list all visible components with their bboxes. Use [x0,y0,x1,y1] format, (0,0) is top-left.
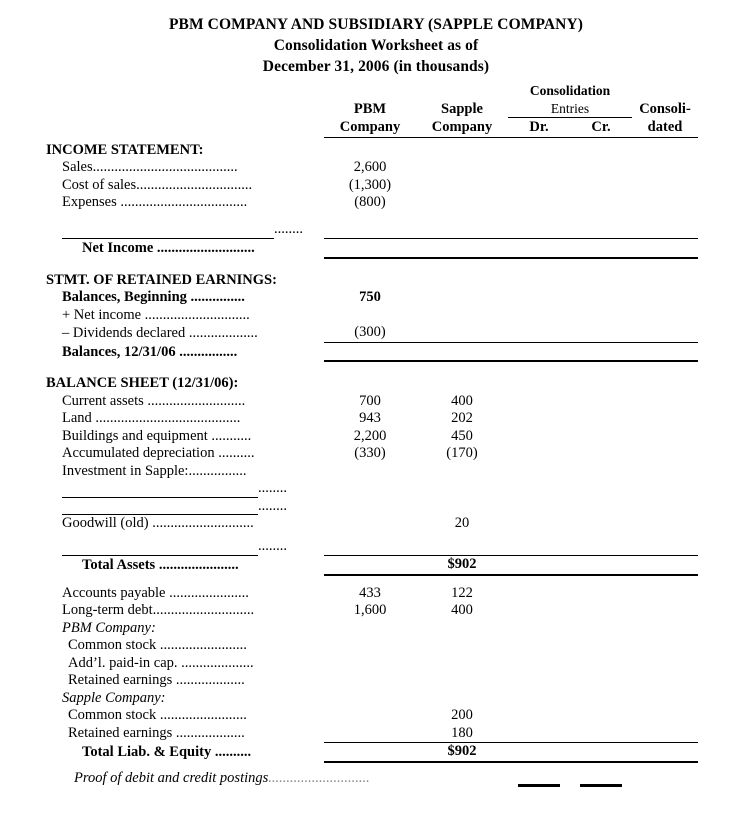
row-label-pbm-common-stock: Common stock ........................ [68,637,247,653]
cell-sapple-expenses [416,194,508,212]
cell-dr-land[interactable] [508,410,570,428]
cell-sapple-dividends-declared [416,324,508,342]
table-row [46,159,698,177]
income-statement-heading: INCOME STATEMENT: [46,141,204,158]
cell-consolidated-writein-3[interactable] [632,538,698,556]
cell-consolidated-total-assets[interactable] [632,556,698,575]
dot-leader: ................ [188,462,247,479]
dot-leader: ........................................ [91,410,241,426]
cell-sapple-common-stock: 200 [451,707,473,723]
cell-cr-pbm-paid-in-capital[interactable] [570,655,632,673]
section-heading-income-statement [46,137,698,159]
table-row [46,289,698,307]
row-label-balances-beginning: Balances, Beginning ............... [62,289,245,305]
cell-consolidated-sapple-common-stock[interactable] [632,707,698,725]
cell-consolidated-accounts-payable[interactable] [632,585,698,603]
cell-pbm-sapple-retained-earnings[interactable] [324,725,416,743]
cell-dr-long-term-debt[interactable] [508,602,570,620]
cell-cr-net-income-add[interactable] [570,307,632,325]
dot-leader: ................... [185,324,258,341]
cell-dr-expenses[interactable] [508,194,570,212]
cell-dr-writein-1[interactable] [508,480,570,498]
cell-consolidated-total-liabilities-equity[interactable] [632,743,698,762]
row-label-sapple-retained-earnings: Retained earnings ................... [68,725,245,741]
cell-sapple-total-assets: $902 [416,556,508,575]
subheading-pbm-company [46,620,698,638]
cell-pbm-sales: 2,600 [353,159,387,175]
table-row [46,177,698,195]
cell-sapple-retained-earnings: 180 [416,725,508,743]
writein-line-3[interactable]: ........ [46,538,324,556]
cell-consolidated-writein-1[interactable] [632,480,698,498]
cell-sapple-net-income-add[interactable] [416,307,508,325]
writein-line-1[interactable]: ........ [46,480,324,498]
cell-dr-net-income-add[interactable] [508,307,570,325]
table-row [46,637,698,655]
cell-sapple-writein-3[interactable] [416,538,508,556]
cell-consolidated-net-income-add[interactable] [632,307,698,325]
table-row [46,324,698,342]
subtotal-rule-row-income [46,221,698,239]
cell-cr-balances-ending[interactable] [570,342,632,361]
column-header-cr: Cr. [570,118,632,138]
column-header-pbm-top: PBM [353,100,387,117]
cell-pbm-writein-2[interactable] [324,498,416,516]
dot-leader: ........................... [153,240,255,256]
dot-leader: ............................ [152,602,255,618]
cell-pbm-cost-of-sales: (1,300) [348,176,392,193]
cell-pbm-current-assets: 700 [359,392,381,409]
header-spacer-sapple [416,81,508,99]
dot-leader: ........................................ [92,159,238,175]
column-header-consolidated-bottom: dated [632,118,698,138]
cell-sapple-writein-1[interactable] [416,480,508,498]
column-header-dr: Dr. [508,118,570,138]
proof-underline-cr [580,776,622,787]
cell-sapple-balances-beginning [416,289,508,307]
cell-cr-long-term-debt[interactable] [570,602,632,620]
cell-sapple-writein-2[interactable] [416,498,508,516]
subtotal-rule-row-assets[interactable] [46,538,698,556]
cell-pbm-net-income-add[interactable] [324,307,416,325]
rule-sapple-income [416,221,508,239]
rule-consolidated-income [632,221,698,239]
row-label-investment-in-sapple: Investment in Sapple:................ [62,462,247,479]
cell-cr-balances-beginning[interactable] [570,289,632,307]
cell-sapple-total-liabilities-equity: $902 [416,743,508,762]
dot-leader: .................... [177,654,254,671]
cell-cr-net-income[interactable] [570,239,632,258]
cell-sapple-current-assets: 400 [451,392,473,409]
cell-pbm-accumulated-depreciation: (330) [354,445,386,461]
cell-consolidated-long-term-debt[interactable] [632,602,698,620]
cell-pbm-dividends-declared: (300) [324,324,416,342]
cell-sapple-long-term-debt: 400 [451,602,473,618]
rule-dr-income [508,221,570,239]
proof-underline-dr [518,776,560,787]
cell-cr-total-assets[interactable] [570,556,632,575]
proof-mark-cr[interactable] [570,762,632,788]
dot-leader: .......... [214,445,255,461]
table-row [46,672,698,690]
column-header-consolidated-top: Consoli- [639,100,691,117]
cell-dr-dividends-declared[interactable] [508,324,570,342]
cell-dr-balances-beginning[interactable] [508,289,570,307]
cell-dr-pbm-paid-in-capital[interactable] [508,655,570,673]
cell-pbm-goodwill-old [324,515,416,533]
cell-sapple-land: 202 [451,410,473,426]
rule-cr-income [570,221,632,239]
cell-pbm-sapple-common-stock[interactable] [324,707,416,725]
row-label-net-income: Net Income ........................... [82,240,255,256]
title-line-1: PBM COMPANY AND SUBSIDIARY (SAPPLE COMPANY) [168,16,584,33]
header-label-blank-2 [46,118,324,138]
section-heading-balance-sheet [46,371,698,393]
cell-consolidated-sapple-retained-earnings[interactable] [632,725,698,743]
header-row-bottom [46,118,698,138]
cell-dr-pbm-common-stock[interactable] [508,637,570,655]
sapple-company-subheading: Sapple Company: [62,689,166,706]
retained-earnings-heading: STMT. OF RETAINED EARNINGS: [46,271,277,288]
cell-consolidated-expenses[interactable] [632,194,698,212]
table-row [46,602,698,620]
cell-sapple-pbm-retained-earnings[interactable] [416,672,508,690]
cell-dr-pbm-retained-earnings[interactable] [508,672,570,690]
cell-cr-sapple-common-stock[interactable] [570,707,632,725]
dot-leader: ................ [175,343,238,360]
row-label-goodwill-old: Goodwill (old) ............................ [62,515,254,531]
cell-pbm-balances-ending[interactable] [324,342,416,361]
row-label-current-assets: Current assets ........................... [62,392,246,409]
cell-sapple-balances-ending[interactable] [416,342,508,361]
column-header-sapple-top: Sapple [441,100,483,117]
dot-leader: ...................... [165,584,249,601]
spacer [46,575,698,585]
title-line-2: Consolidation Worksheet as of [273,37,479,54]
proof-row [46,762,698,788]
header-label-blank [46,99,324,118]
cell-cr-writein-1[interactable] [570,480,632,498]
cell-pbm-writein-1[interactable] [324,480,416,498]
proof-mark-dr[interactable] [508,762,570,788]
cell-sapple-buildings-equipment: 450 [451,427,473,444]
dot-leader: ............................ [268,769,370,786]
subheading-sapple-company [46,690,698,708]
cell-pbm-long-term-debt: 1,600 [353,602,387,618]
cell-dr-total-liabilities-equity[interactable] [508,743,570,762]
cell-cr-sales[interactable] [570,159,632,177]
cell-consolidated-land[interactable] [632,410,698,428]
cell-cr-dividends-declared[interactable] [570,324,632,342]
cell-pbm-land: 943 [359,410,381,426]
cell-consolidated-pbm-common-stock[interactable] [632,637,698,655]
cell-pbm-writein-3[interactable] [324,538,416,556]
cell-pbm-net-income[interactable] [324,239,416,258]
cell-dr-goodwill-old[interactable] [508,515,570,533]
cell-sapple-accumulated-depreciation: (170) [446,445,478,461]
header-spacer-pbm [324,81,416,99]
row-label-total-liabilities-equity: Total Liab. & Equity .......... [82,744,252,760]
table-row [46,393,698,411]
cell-pbm-expenses: (800) [354,194,386,210]
row-label-accumulated-depreciation: Accumulated depreciation .......... [62,445,255,461]
table-row [46,445,698,463]
dot-leader: ........................... [143,392,246,409]
dot-leader: ........................ [156,637,247,653]
section-heading-retained-earnings [46,268,698,290]
spacer [46,258,698,268]
cell-cr-cost-of-sales[interactable] [570,177,632,195]
cell-cr-total-liabilities-equity[interactable] [570,743,632,762]
cell-cr-investment-in-sapple[interactable] [570,463,632,481]
cell-consolidated-pbm-paid-in-capital[interactable] [632,655,698,673]
row-label-pbm-paid-in-capital: Add’l. paid-in cap. .................... [68,654,254,671]
row-label-cost-of-sales: Cost of sales................................ [62,176,253,193]
cell-cr-pbm-common-stock[interactable] [570,637,632,655]
cell-sapple-goodwill-old: 20 [454,515,470,531]
row-label-pbm-retained-earnings: Retained earnings ................... [68,672,245,688]
spacer [46,361,698,371]
total-row-total-assets [46,556,698,575]
header-row-group [46,81,698,99]
dot-leader: ............................ [148,515,254,531]
table-row [46,707,698,725]
table-row [46,410,698,428]
dot-leader: ................... [172,672,245,688]
cell-dr-writein-2[interactable] [508,498,570,516]
cell-dr-total-assets[interactable] [508,556,570,575]
cell-dr-balances-ending[interactable] [508,342,570,361]
row-label-net-income-add: + Net income ............................. [62,306,250,323]
cell-consolidated-investment-in-sapple[interactable] [632,463,698,481]
title-line-3: December 31, 2006 (in thousands) [262,58,490,75]
cell-dr-current-assets[interactable] [508,393,570,411]
cell-pbm-investment-in-sapple[interactable] [324,463,416,481]
proof-label: Proof of debit and credit postings............................ [74,769,370,786]
cell-dr-sales[interactable] [508,159,570,177]
cell-pbm-total-liabilities-equity[interactable] [324,743,416,762]
cell-cr-writein-2[interactable] [570,498,632,516]
cell-dr-accumulated-depreciation[interactable] [508,445,570,463]
dot-leader: ............... [186,289,245,305]
table-row [46,585,698,603]
header-spacer-consolidated [632,81,698,99]
writein-line-2[interactable]: ........ [46,498,324,516]
cell-cr-land[interactable] [570,410,632,428]
table-row [46,655,698,673]
cell-cr-expenses[interactable] [570,194,632,212]
table-row [46,463,698,481]
cell-cr-sapple-retained-earnings[interactable] [570,725,632,743]
blank-writein-row[interactable] [46,498,698,516]
column-header-sapple-bottom: Company [416,118,508,138]
cell-consolidated-current-assets[interactable] [632,393,698,411]
row-label-land: Land ........................................ [62,410,241,426]
cell-dr-cost-of-sales[interactable] [508,177,570,195]
row-label-total-assets: Total Assets ...................... [82,557,239,573]
cell-sapple-cost-of-sales [416,177,508,195]
dot-leader: .......... [211,744,252,760]
cell-cr-current-assets[interactable] [570,393,632,411]
cell-consolidated-cost-of-sales[interactable] [632,177,698,195]
cell-sapple-net-income[interactable] [416,239,508,258]
cell-sapple-pbm-common-stock[interactable] [416,637,508,655]
total-row-total-liabilities-equity [46,743,698,762]
cell-dr-sapple-retained-earnings[interactable] [508,725,570,743]
dot-leader: ................................ [136,176,253,193]
cell-cr-accumulated-depreciation[interactable] [570,445,632,463]
writein-line-income: ........ [46,221,324,239]
row-label-buildings-equipment: Buildings and equipment ........... [62,427,252,444]
table-row [46,194,698,212]
cell-consolidated-net-income[interactable] [632,239,698,258]
cell-dr-net-income[interactable] [508,239,570,258]
cell-consolidated-pbm-retained-earnings[interactable] [632,672,698,690]
cell-pbm-common-stock[interactable] [324,637,416,655]
row-label-accounts-payable: Accounts payable ...................... [62,584,249,601]
rule-pbm-income [324,221,416,239]
consolidation-worksheet-table [46,81,698,787]
column-header-pbm-bottom: Company [324,118,416,138]
cell-consolidated-writein-2[interactable] [632,498,698,516]
table-row [46,515,698,533]
spacer [46,212,698,221]
cell-cr-writein-3[interactable] [570,538,632,556]
cell-cr-accounts-payable[interactable] [570,585,632,603]
cell-dr-accounts-payable[interactable] [508,585,570,603]
total-row-balances-ending [46,342,698,361]
blank-writein-row[interactable] [46,480,698,498]
cell-sapple-accounts-payable: 122 [451,584,473,601]
cell-pbm-balances-beginning: 750 [359,289,381,305]
cell-consolidated-dividends-declared[interactable] [632,324,698,342]
cell-dr-sapple-common-stock[interactable] [508,707,570,725]
cell-consolidated-balances-ending[interactable] [632,342,698,361]
cell-pbm-retained-earnings[interactable] [324,672,416,690]
dot-leader: ........................ [156,707,247,723]
dot-leader: ................................... [116,194,248,210]
cell-sapple-sales [416,159,508,177]
cell-cr-goodwill-old[interactable] [570,515,632,533]
cell-consolidated-balances-beginning[interactable] [632,289,698,307]
row-label-balances-ending: Balances, 12/31/06 ................ [62,343,238,360]
cell-consolidated-accumulated-depreciation[interactable] [632,445,698,463]
row-label-dividends-declared: – Dividends declared ................... [62,324,258,341]
cell-cr-pbm-retained-earnings[interactable] [570,672,632,690]
header-row-top [46,99,698,118]
proof-spacer-consolidated [632,762,698,788]
dot-leader: ................... [172,725,245,741]
dot-leader: ...................... [155,557,239,573]
pbm-company-subheading: PBM Company: [62,619,156,636]
dot-leader: ........... [207,427,252,444]
dot-leader: ............................. [141,306,250,323]
row-label-sapple-common-stock: Common stock ........................ [68,707,247,723]
cell-sapple-investment-in-sapple[interactable] [416,463,508,481]
column-header-entries: Entries [508,99,632,118]
cell-consolidated-goodwill-old[interactable] [632,515,698,533]
header-spacer [46,81,324,99]
cell-pbm-buildings-equipment: 2,200 [353,427,387,444]
cell-dr-writein-3[interactable] [508,538,570,556]
table-row [46,725,698,743]
worksheet-title [0,0,752,77]
row-label-expenses: Expenses ................................... [62,194,248,210]
cell-dr-investment-in-sapple[interactable] [508,463,570,481]
cell-consolidated-sales[interactable] [632,159,698,177]
balance-sheet-heading: BALANCE SHEET (12/31/06): [46,375,239,391]
row-label-sales: Sales........................................ [62,159,238,175]
cell-pbm-accounts-payable: 433 [359,584,381,601]
cell-sapple-pbm-paid-in-capital[interactable] [416,655,508,673]
cell-pbm-total-assets[interactable] [324,556,416,575]
cell-dr-buildings-equipment[interactable] [508,428,570,446]
proof-spacer-sapple [416,762,508,788]
row-label-long-term-debt: Long-term debt............................ [62,602,255,618]
cell-pbm-paid-in-capital[interactable] [324,655,416,673]
total-row-net-income [46,239,698,258]
cell-consolidated-buildings-equipment[interactable] [632,428,698,446]
cell-cr-buildings-equipment[interactable] [570,428,632,446]
table-row [46,307,698,325]
table-row [46,428,698,446]
column-group-consolidation: Consolidation [529,82,611,98]
